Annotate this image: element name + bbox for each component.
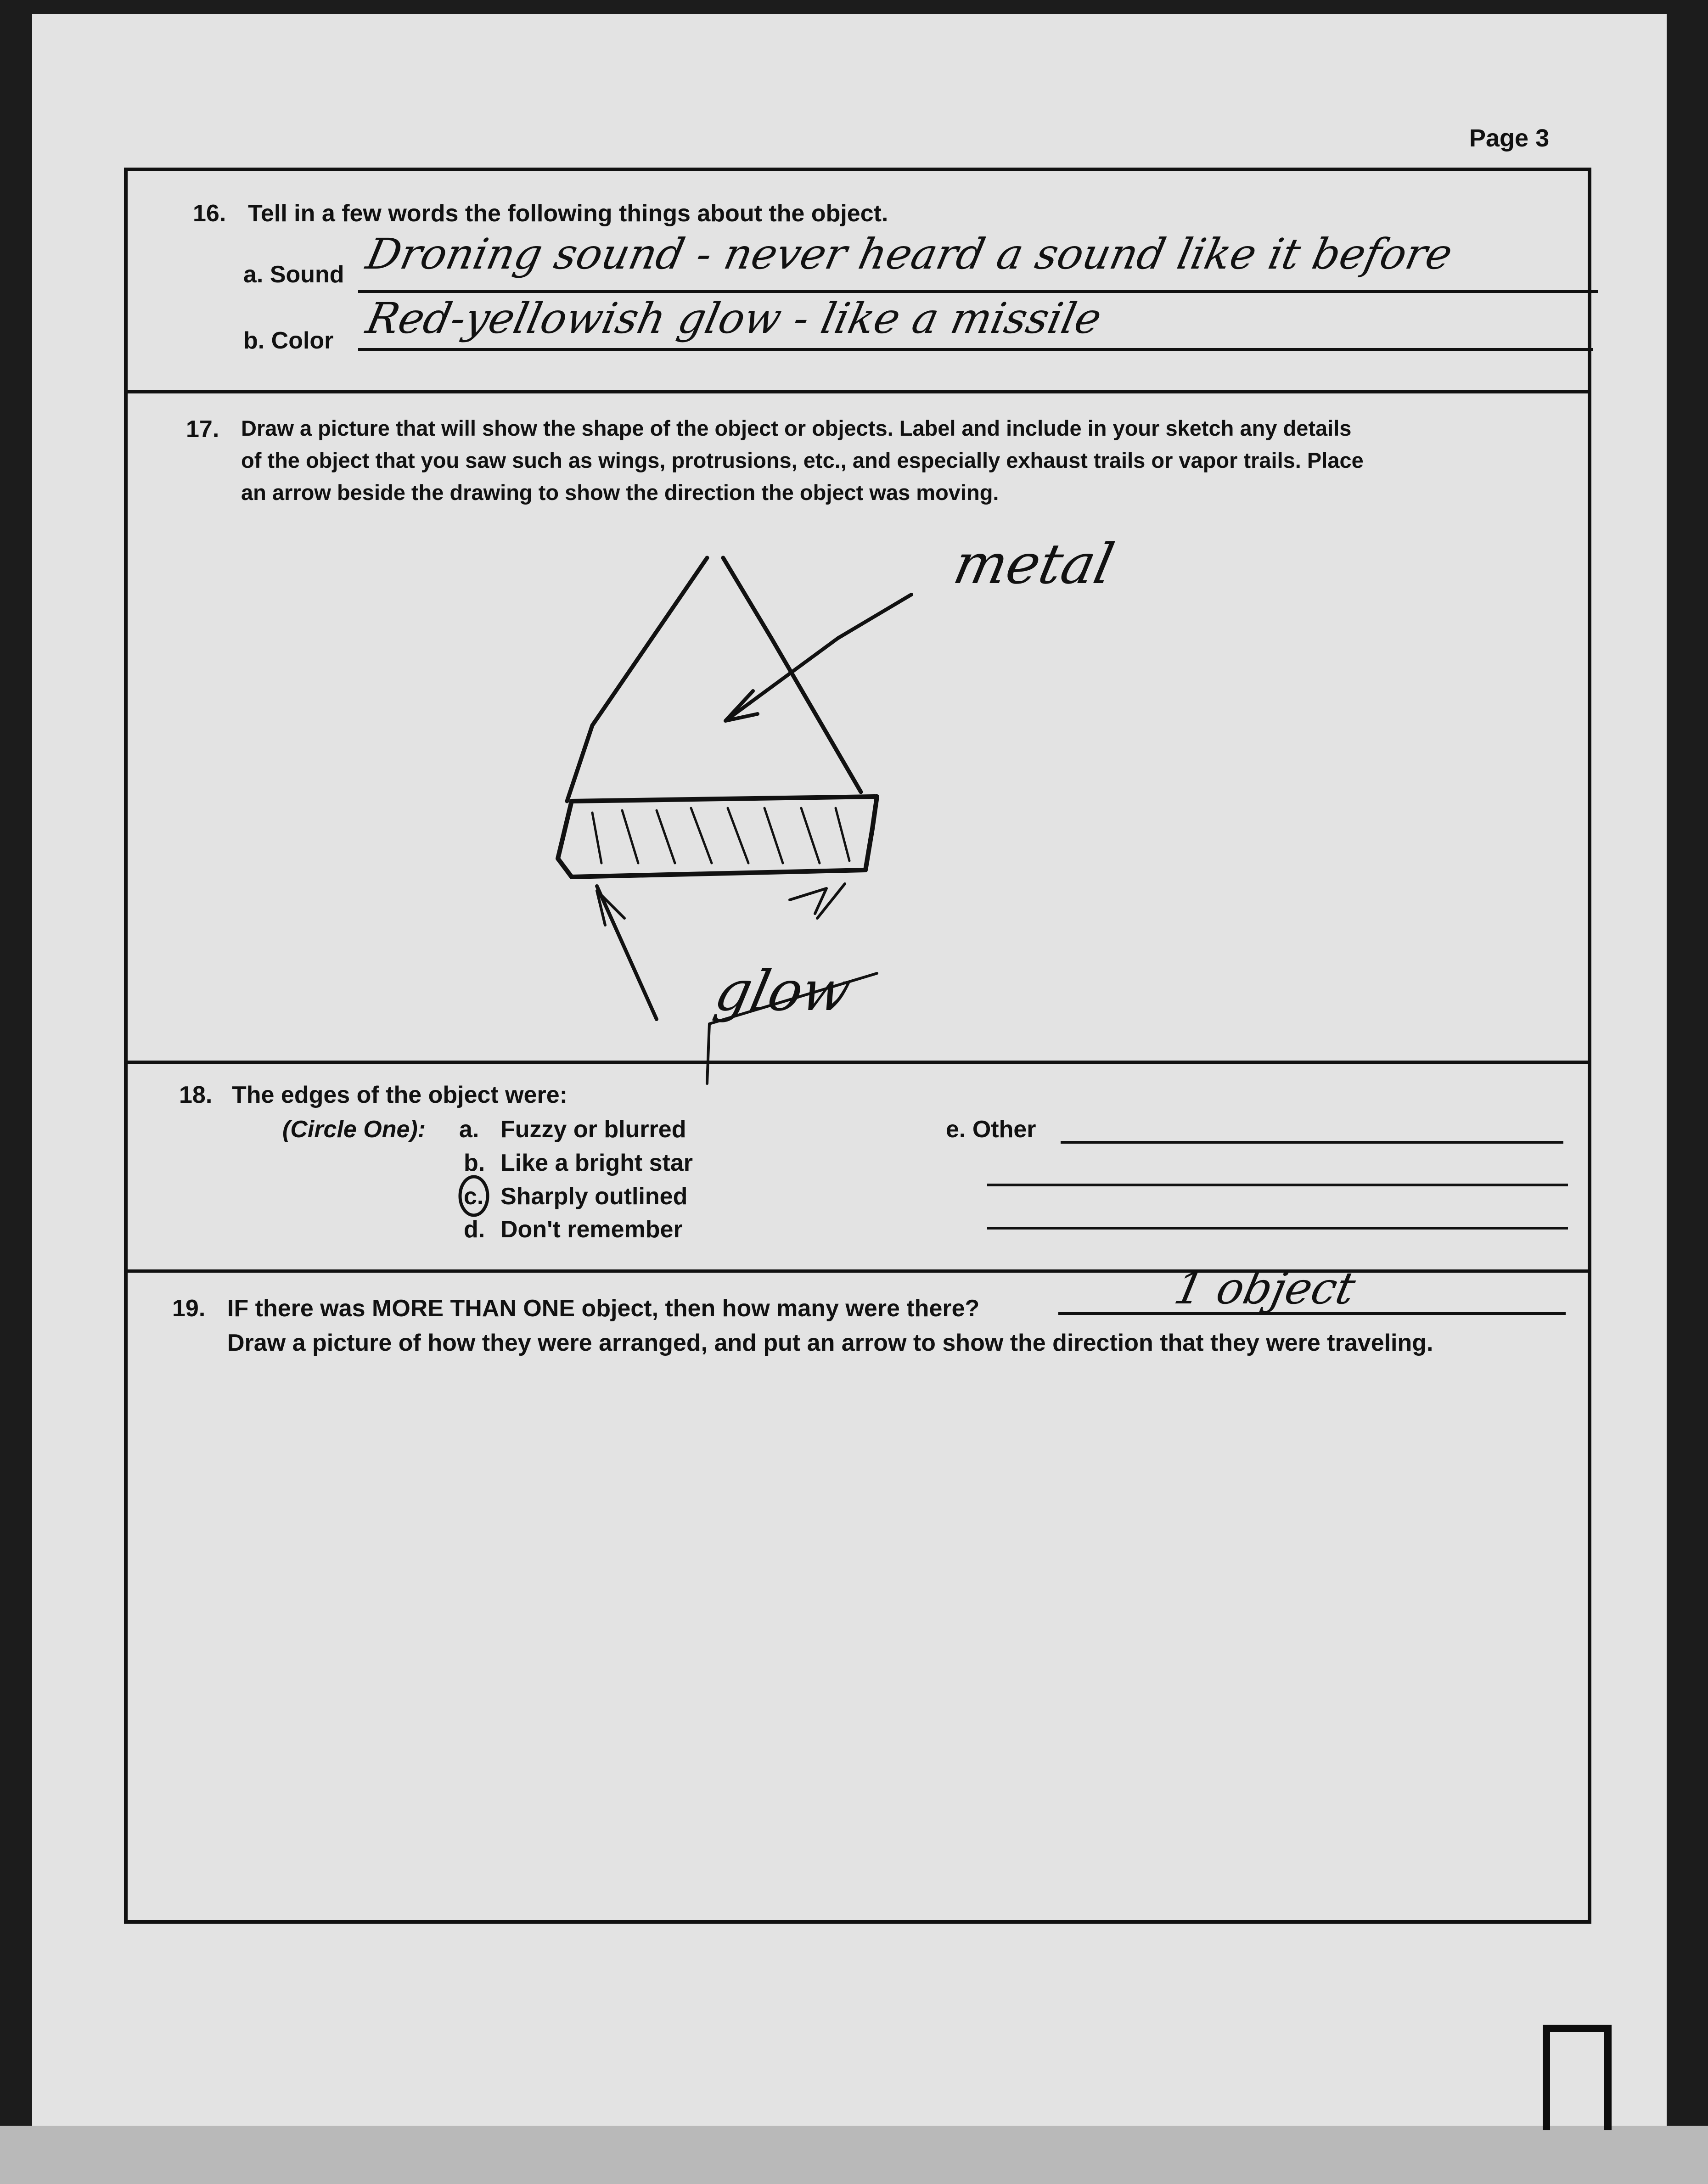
option-letter: b. xyxy=(464,1150,485,1176)
q18-other-label: e. Other xyxy=(946,1116,1036,1143)
q19-drawing-area[interactable] xyxy=(129,1373,1587,1919)
q17-prompt-line3: an arrow beside the drawing to show the direction the object was moving. xyxy=(241,480,999,505)
sketch-label-metal[interactable]: metal xyxy=(948,533,1119,596)
q17-number: 17. xyxy=(186,416,219,443)
option-text: Don't remember xyxy=(500,1216,683,1243)
option-letter: c. xyxy=(464,1183,484,1210)
q18-prompt: The edges of the object were: xyxy=(232,1082,568,1108)
other-line-3[interactable] xyxy=(987,1227,1568,1230)
option-letter: a. xyxy=(459,1116,479,1143)
color-answer[interactable]: Red-yellowish glow - like a missile xyxy=(362,294,1106,343)
q16-prompt: Tell in a few words the following things about the object. xyxy=(248,200,888,227)
q16-number: 16. xyxy=(193,200,226,227)
q19-prompt-line1: IF there was MORE THAN ONE object, then how many were there? xyxy=(227,1295,980,1322)
option-letter: d. xyxy=(464,1216,485,1243)
q18-number: 18. xyxy=(179,1082,213,1108)
q17-prompt-line1: Draw a picture that will show the shape of the object or objects. Label and include in your sketch any details xyxy=(241,416,1352,440)
option-text: Fuzzy or blurred xyxy=(500,1116,686,1143)
page-number: Page 3 xyxy=(1469,124,1550,152)
sketch-label-glow[interactable]: glow xyxy=(709,960,856,1023)
other-line-1[interactable] xyxy=(1061,1141,1563,1144)
q18-circle-one: (Circle One): xyxy=(282,1116,426,1143)
option-text: Sharply outlined xyxy=(500,1183,688,1210)
q19-answer[interactable]: 1 object xyxy=(1170,1263,1360,1314)
option-text: Like a bright star xyxy=(500,1150,693,1176)
corner-registration-mark xyxy=(1543,2025,1612,2130)
sound-answer[interactable]: Droning sound - never heard a sound like it before xyxy=(362,230,1457,279)
q16-color-label: b. Color xyxy=(243,327,334,354)
q19-prompt-line2: Draw a picture of how they were arranged, and put an arrow to show the direction that they were traveling. xyxy=(227,1330,1433,1356)
q19-number: 19. xyxy=(172,1295,206,1322)
other-line-2[interactable] xyxy=(987,1184,1568,1186)
q16-sound-label: a. Sound xyxy=(243,261,344,288)
q17-prompt-line2: of the object that you saw such as wings, protrusions, etc., and especially exhaust trails or vapor trails. Place xyxy=(241,448,1364,472)
